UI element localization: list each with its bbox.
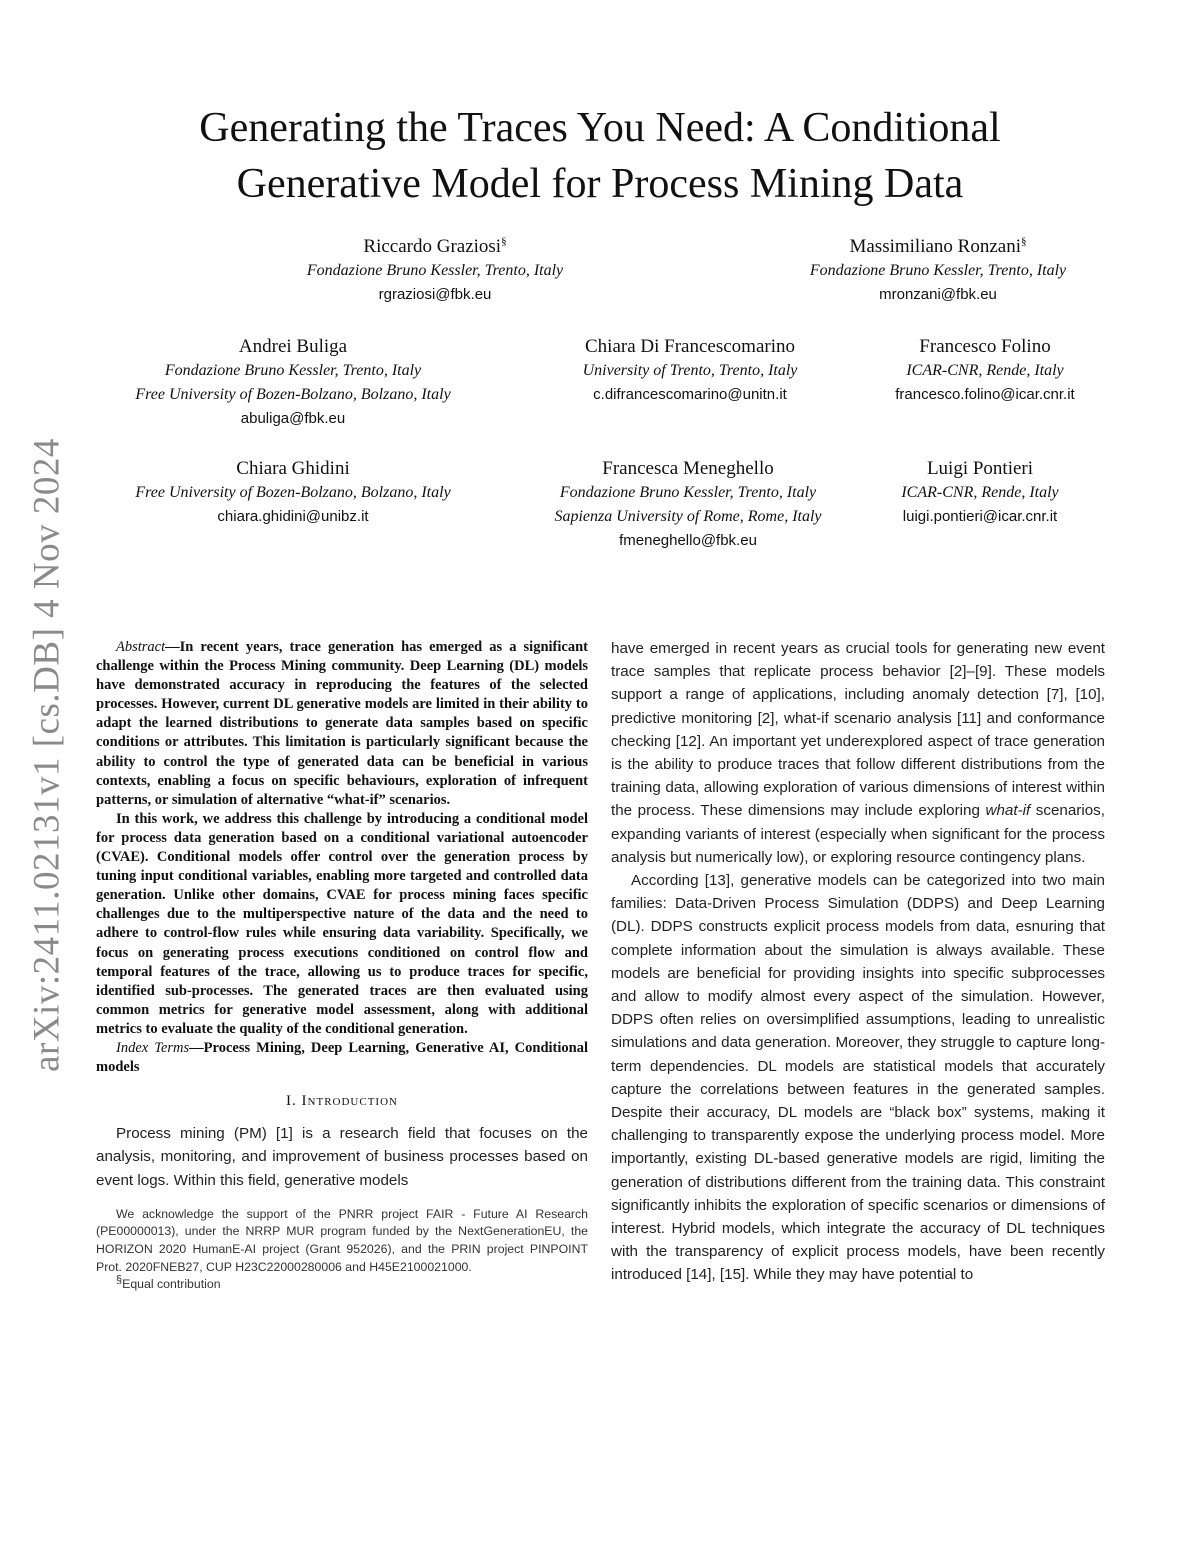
abstract-paragraph	[96, 638, 588, 810]
author-block	[88, 334, 498, 431]
author-affiliation: Sapienza University of Rome, Rome, Italy	[554, 508, 822, 525]
author-name: Chiara Ghidini	[236, 458, 350, 479]
abstract-text: In recent years, trace generation has emerged as a significant challenge within the Process Mining community. Deep Learning (DL) models have demonstrated accuracy in reproducing the features of the selected processes. However, current DL generative models are limited in their ability to adapt the learned distributions to generate data samples based on specific conditions or attributes. This limitation is particularly significant because the ability to control the type of generated data can be beneficial in various contexts, enabling a focus on specific behaviours, exploration of infrequent patterns, or simulation of alternative “what-if” scenarios.	[96, 639, 588, 808]
author-block	[510, 456, 866, 553]
footnotes	[96, 1206, 588, 1294]
left-column	[96, 638, 588, 1294]
em-dash: —	[189, 1039, 204, 1056]
author-block	[520, 334, 860, 407]
equal-contribution-footnote	[96, 1276, 588, 1294]
author-name: Francesca Meneghello	[602, 458, 774, 479]
author-affiliation: University of Trento, Trento, Italy	[582, 362, 798, 379]
introduction-text	[96, 1122, 588, 1192]
author-name: Riccardo Graziosi	[363, 236, 502, 257]
author-affiliation: ICAR-CNR, Rende, Italy	[901, 484, 1059, 501]
author-name: Chiara Di Francescomarino	[585, 336, 795, 357]
author-block	[88, 456, 498, 529]
right-column	[611, 637, 1105, 1287]
author-affiliation: Fondazione Bruno Kessler, Trento, Italy	[559, 484, 817, 501]
body-text-emphasis: what-if	[985, 802, 1031, 820]
author-affiliation: Fondazione Bruno Kessler, Trento, Italy	[809, 262, 1067, 279]
author-email[interactable]: francesco.folino@icar.cnr.it	[895, 386, 1075, 403]
author-block	[738, 234, 1138, 307]
paper-title-line-1: Generating the Traces You Need: A Conditional	[199, 105, 1001, 151]
em-dash: —	[165, 639, 180, 655]
paper-title	[80, 100, 1120, 212]
section-heading	[96, 1093, 588, 1110]
abstract	[96, 638, 588, 1077]
section-title: Introduction	[301, 1093, 398, 1110]
paper-title-line-2: Generative Model for Process Mining Data	[236, 161, 964, 207]
author-email[interactable]: fmeneghello@fbk.eu	[619, 532, 757, 549]
abstract-paragraph: In this work, we address this challenge by introducing a conditional model for process data generation based on a conditional variational autoencoder (CVAE). Conditional models offer control over the generation process by tuning input conditional variables, enabling more targeted and controlled data generation. Unlike other domains, CVAE for process mining faces specific challenges due to the multiperspective nature of the data and the need to adhere to control-flow rules while ensuring data variability. Specifically, we focus on generating process executions conditioned on control flow and temporal features of the trace, allowing us to produce traces for specific, identified sub-processes. The generated traces are then evaluated using common metrics for generative model assessment, along with additional metrics to evaluate the quality of the conditional generation.	[96, 810, 588, 1037]
index-terms-text: Process Mining, Deep Learning, Generative AI, Conditional models	[96, 1039, 588, 1076]
author-name: Luigi Pontieri	[926, 458, 1034, 479]
author-email[interactable]: c.difrancescomarino@unitn.it	[593, 386, 787, 403]
author-block	[870, 334, 1100, 407]
equal-contribution-mark: §	[1021, 235, 1027, 248]
index-terms-label: Index Terms	[116, 1039, 190, 1056]
author-email[interactable]: luigi.pontieri@icar.cnr.it	[902, 508, 1058, 525]
author-name: Massimiliano Ronzani	[849, 236, 1021, 257]
arxiv-identifier-text: arXiv:2411.02131v1 [cs.DB] 4 Nov 2024	[26, 438, 68, 1072]
author-email[interactable]: chiara.ghidini@unibz.it	[217, 508, 369, 525]
author-affiliation: Fondazione Bruno Kessler, Trento, Italy	[164, 362, 422, 379]
body-paragraph: According [13], generative models can be categorized into two main families: Data-Driven Process Simulation (DDPS) and Deep Learning (DL). DDPS constructs explicit process models from data, esnuring that complete information about the simulation is always available. These models are beneficial for providing insights into specific subprocesses and allow to modify almost every aspect of the simulation. However, DDPS often relies on oversimplified assumptions, leading to unrealistic simulations and data generation. Moreover, they struggle to capture long-term dependencies. DL models are statistical models that accurately capture the correlations between features in the generated samples. Despite their accuracy, DL models are “black box” systems, making it challenging to transparently expose the underlying process model. More importantly, existing DL-based generative models are rigid, limiting the generation of distributions different from the training data. This constraint significantly inhibits the exploration of specific scenarios or dimensions of interest. Hybrid models, which integrate the accuracy of DL techniques with the transparency of explicit process models, have been recently introduced [14], [15]. While they may have potential to	[611, 872, 1105, 1284]
author-name: Francesco Folino	[919, 336, 1051, 357]
author-email[interactable]: abuliga@fbk.eu	[240, 410, 346, 427]
author-affiliation: Free University of Bozen-Bolzano, Bolzano, Italy	[135, 386, 451, 403]
arxiv-identifier	[20, 415, 74, 1095]
section-number: I.	[286, 1093, 297, 1110]
author-block	[235, 234, 635, 307]
author-affiliation: Fondazione Bruno Kessler, Trento, Italy	[306, 262, 564, 279]
footnote-text: Equal contribution	[122, 1277, 221, 1292]
author-affiliation: Free University of Bozen-Bolzano, Bolzano, Italy	[135, 484, 451, 501]
author-affiliation: ICAR-CNR, Rende, Italy	[906, 362, 1064, 379]
abstract-label: Abstract	[116, 639, 166, 655]
author-email[interactable]: mronzani@fbk.eu	[879, 286, 997, 303]
funding-footnote: We acknowledge the support of the PNRR project FAIR - Future AI Research (PE00000013), under the NRRP MUR program funded by the NextGenerationEU, the HORIZON 2020 HumanE-AI project (Grant 952026), and the PRIN project PINPOINT Prot. 2020FNEB27, CUP H23C22000280006 and H45E2100021000.	[96, 1206, 588, 1274]
index-terms	[96, 1039, 588, 1077]
author-block	[870, 456, 1090, 529]
equal-contribution-mark: §	[501, 235, 507, 248]
body-paragraph	[611, 637, 1105, 869]
author-email[interactable]: rgraziosi@fbk.eu	[378, 286, 492, 303]
body-text-part: have emerged in recent years as crucial tools for generating new event trace samples that replicate process behavior [2]–[9]. These models support a range of applications, including anomaly detection [7], [10], predictive monitoring [2], what-if scenario analysis [11] and conformance checking [12]. An important yet underexplored aspect of trace generation is the ability to produce traces that follow different distributions from the training data, allowing exploration of various dimensions of interest within the process. These dimensions may include exploring	[611, 640, 1105, 820]
footnote-mark: §	[116, 1274, 123, 1287]
body-paragraph: Process mining (PM) [1] is a research field that focuses on the analysis, monitoring, and improvement of business processes based on event logs. Within this field, generative models	[96, 1125, 588, 1189]
body-text-part: scenarios, expanding variants of interest (especially when significant for the process analysis but numerically low), or exploring resource contingency plans.	[611, 802, 1105, 866]
author-name: Andrei Buliga	[238, 336, 348, 357]
